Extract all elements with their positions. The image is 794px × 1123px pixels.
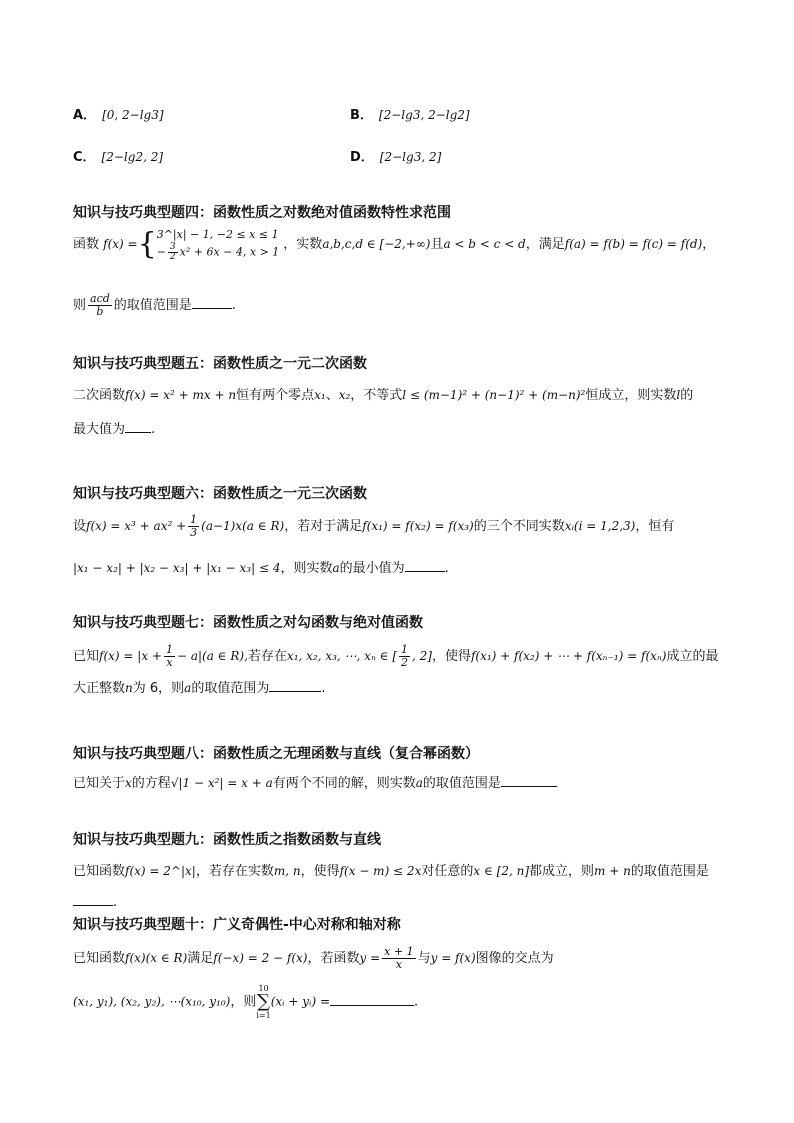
q6-l2-var: a — [332, 561, 340, 575]
q4-l2-post: 的取值范围是 — [113, 298, 192, 313]
q9-l1-d: 对任意的 — [421, 864, 474, 879]
q4-case2-frac — [168, 243, 178, 262]
q6-l2-a: ，则实数 — [280, 561, 333, 576]
q6-frac-num: 1 — [190, 513, 198, 526]
option-a[interactable] — [73, 106, 164, 125]
q8-l1-d: 的取值范围是 — [422, 776, 501, 791]
q5-l1-f: f(x) = x² + mx + n — [125, 388, 237, 402]
q6-l1-xi: xᵢ(i = 1,2,3) — [564, 519, 636, 533]
option-b-value: [2−lg3, 2−lg2] — [378, 108, 470, 122]
q10-sigma — [256, 984, 270, 1020]
q5-answer-blank[interactable] — [125, 420, 151, 433]
q7-frac — [164, 644, 175, 669]
q4-line2 — [73, 292, 236, 320]
q5-line1 — [73, 386, 693, 405]
q7-l1-sum: f(x₁) + f(x₂) + ⋯ + f(xₙ₋₁) = f(xₙ) — [470, 649, 667, 663]
q10-l1-d: 与 — [417, 951, 431, 966]
q7-l1-a: 已知 — [73, 649, 100, 664]
q7-l2-c: 的取值范围为 — [191, 681, 270, 696]
q4-l1-end: ， — [702, 237, 716, 252]
q7-answer-blank[interactable] — [269, 679, 321, 692]
q9-answer-blank[interactable] — [73, 893, 113, 906]
q4-l1-cond: ，满足 — [525, 237, 565, 252]
option-d-value: [2−lg3, 2] — [379, 150, 442, 164]
option-c-letter: C． — [73, 150, 96, 165]
q8-l1-c: 有两个不同的解，则实数 — [272, 776, 416, 791]
q7-l1-xs: x₁, x₂, x₃, ⋯, xₙ ∈ [ — [286, 649, 397, 663]
q10-frac-den: x — [395, 958, 402, 971]
q8-l1-b: 的方程 — [131, 776, 171, 791]
q9-title: 知识与技巧典型题九：函数性质之指数函数与直线 — [73, 832, 381, 848]
q6-title: 知识与技巧典型题六：函数性质之一元三次函数 — [73, 486, 367, 502]
q5-l1-x2: x₂ — [338, 388, 351, 402]
q5-l1-a: 二次函数 — [73, 388, 126, 403]
q4-l1-and: 且 — [430, 237, 444, 252]
q4-case2-num: 3 — [169, 242, 176, 252]
q7-l1-b: 若存在 — [247, 649, 287, 664]
q6-l1-a: 设 — [73, 519, 87, 534]
q7-l2-end: . — [321, 681, 326, 696]
q6-line2 — [73, 559, 449, 578]
q9-l1-b: ，若存在实数 — [195, 864, 274, 879]
q4-answer-blank[interactable] — [192, 296, 232, 309]
q10-title: 知识与技巧典型题十：广义奇偶性-中心对称和轴对称 — [73, 917, 401, 933]
q7-l1-f-post: − a|(a ∈ R), — [176, 649, 248, 663]
q8-answer-blank[interactable] — [501, 774, 557, 787]
q6-l2-end: . — [444, 561, 449, 576]
q10-answer-blank[interactable] — [330, 993, 414, 1006]
q6-answer-blank[interactable] — [405, 559, 445, 572]
q5-l1-ineq: l ≤ (m−1)² + (n−1)² + (m−n)² — [402, 388, 586, 402]
q6-frac — [188, 514, 199, 539]
q4-cases — [157, 227, 280, 262]
q4-l1-mid: ，实数 — [283, 237, 323, 252]
q10-l1-b: 满足 — [187, 951, 214, 966]
q4-line1 — [73, 226, 715, 262]
q7-l2-a: 大正整数 — [73, 681, 126, 696]
q9-l1-a: 已知函数 — [73, 864, 126, 879]
q7-line1 — [73, 642, 719, 670]
q8-l1-eq: √|1 − x²| = x + a — [170, 776, 273, 790]
q7-l2-n: n — [125, 681, 133, 695]
q10-l1-a: 已知函数 — [73, 951, 126, 966]
q7-frac2 — [399, 644, 410, 669]
option-a-value: [0, 2−lg3] — [102, 108, 164, 122]
q10-line2 — [73, 984, 419, 1020]
q5-l1-c: 、 — [325, 388, 339, 403]
q4-case2-pre: − — [156, 245, 166, 259]
q5-l1-b: 恒有两个零点 — [236, 388, 315, 403]
q10-l1-f: f(x)(x ∈ R) — [125, 951, 188, 965]
q7-frac2-num: 1 — [401, 643, 408, 656]
q10-l2-end: . — [414, 994, 419, 1010]
q9-line1 — [73, 862, 709, 881]
q5-l1-d: ，不等式 — [350, 388, 403, 403]
q6-l1-c: 的三个不同实数 — [473, 519, 565, 534]
q9-l2-end: . — [113, 895, 118, 910]
q10-sigma-symbol: ∑ — [257, 991, 270, 1012]
q6-l2-ineq: |x₁ − x₂| + |x₂ − x₃| + |x₁ − x₃| ≤ 4 — [73, 561, 281, 575]
q5-title: 知识与技巧典型题五：函数性质之一元二次函数 — [73, 356, 367, 372]
q10-l1-y: y = — [359, 951, 381, 965]
q5-line2 — [73, 420, 155, 439]
q9-l1-ineq: f(x − m) ≤ 2x — [339, 864, 422, 878]
option-c-value: [2−lg2, 2] — [101, 150, 164, 164]
q4-frac-num: acd — [90, 292, 110, 305]
q4-frac — [88, 293, 112, 318]
q9-l1-f2: 的取值范围是 — [630, 864, 709, 879]
q10-l2-pts: (x₁, y₁), (x₂, y₂), ⋯(x₁₀, y₁₀) — [73, 994, 231, 1009]
q10-frac — [382, 946, 415, 971]
q6-l1-f: f(x) = x³ + ax² + — [86, 519, 187, 533]
q4-l1-pre: 函数 — [73, 237, 100, 252]
q10-frac-num: x + 1 — [384, 945, 414, 958]
q10-l2-a: ，则 — [230, 994, 257, 1010]
q6-l2-b: 的最小值为 — [339, 561, 405, 576]
q4-case1: 3^|x| − 1, −2 ≤ x ≤ 1 — [156, 228, 279, 241]
q5-l1-f2: 的 — [680, 388, 694, 403]
q7-l2-b: 为 6，则 — [132, 681, 185, 696]
q7-line2 — [73, 679, 325, 698]
q5-l2-end: . — [151, 422, 156, 437]
q10-l2-sum: (xᵢ + yᵢ) = — [270, 994, 331, 1009]
q10-sigma-bottom: i=1 — [256, 1011, 271, 1020]
q10-l1-eq: f(−x) = 2 − f(x) — [213, 951, 308, 965]
q7-l1-f-pre: f(x) = |x + — [99, 649, 162, 663]
q6-frac-den: 3 — [190, 526, 198, 539]
q4-case2-post: x² + 6x − 4, x > 1 — [179, 245, 280, 259]
q10-l1-y2: y = f(x) — [430, 951, 476, 965]
q4-title: 知识与技巧典型题四：函数性质之对数绝对值函数特性求范围 — [73, 205, 451, 221]
q10-l1-e: 图像的交点为 — [475, 951, 554, 966]
q4-l2-pre: 则 — [73, 298, 87, 313]
q4-brace: { — [137, 226, 157, 262]
option-d[interactable] — [350, 148, 441, 167]
q7-l1-d: 成立的最 — [666, 649, 719, 664]
q7-l1-xs-end: , 2] — [412, 649, 432, 663]
option-d-letter: D． — [350, 150, 374, 165]
q9-l1-dom: x ∈ [2, n] — [473, 864, 529, 878]
q4-l1-order: a < b < c < d — [443, 237, 526, 251]
q4-case2 — [157, 243, 280, 262]
q4-l1-fx: f(x) = — [103, 237, 138, 251]
q9-line2 — [73, 893, 117, 912]
q7-frac2-den: 2 — [401, 656, 408, 669]
option-c[interactable] — [73, 148, 163, 167]
q4-case2-den: 2 — [169, 252, 176, 262]
q9-l1-e: 都成立，则 — [529, 864, 595, 879]
q10-line1 — [73, 944, 554, 972]
option-b-letter: B． — [350, 108, 373, 123]
q6-l1-b: ，若对于满足 — [284, 519, 363, 534]
q5-l1-l: l — [676, 388, 681, 402]
q6-l1-d: ，恒有 — [635, 519, 675, 534]
q9-l1-mn: m, n — [273, 864, 301, 878]
option-a-letter: A． — [73, 108, 97, 123]
q7-title: 知识与技巧典型题七：函数性质之对勾函数与绝对值函数 — [73, 615, 423, 631]
q10-l1-c: ，若函数 — [307, 951, 360, 966]
q4-l1-eq: f(a) = f(b) = f(c) = f(d) — [564, 237, 703, 251]
q8-l1-x: x — [125, 776, 132, 790]
q8-l1-var: a — [415, 776, 423, 790]
q4-l1-vars: a,b,c,d ∈ [−2,+∞) — [322, 237, 431, 251]
q9-l1-c: ，使得 — [300, 864, 340, 879]
q8-l1-a: 已知关于 — [73, 776, 126, 791]
q10-sigma-top: 10 — [258, 984, 269, 993]
q7-l2-var: a — [184, 681, 192, 695]
q6-line1 — [73, 512, 674, 540]
q4-frac-den: b — [96, 305, 104, 318]
q5-l2-a: 最大值为 — [73, 422, 126, 437]
q9-l1-sum: m + n — [594, 864, 631, 878]
q7-l1-c: ，使得 — [431, 649, 471, 664]
option-b[interactable] — [350, 106, 470, 125]
q4-l2-end: . — [231, 298, 236, 313]
q9-l1-f: f(x) = 2^|x| — [125, 864, 196, 878]
q8-title: 知识与技巧典型题八：函数性质之无理函数与直线（复合幂函数） — [73, 746, 479, 762]
q5-l1-x1: x₁ — [314, 388, 326, 402]
q7-frac-den: x — [166, 656, 173, 669]
q5-l1-e: 恒成立，则实数 — [585, 388, 677, 403]
q8-line1 — [73, 774, 557, 793]
q6-l1-f2: (a−1)x(a ∈ R) — [201, 519, 285, 533]
q6-l1-eq: f(x₁) = f(x₂) = f(x₃) — [362, 519, 474, 533]
q7-frac-num: 1 — [165, 643, 173, 656]
